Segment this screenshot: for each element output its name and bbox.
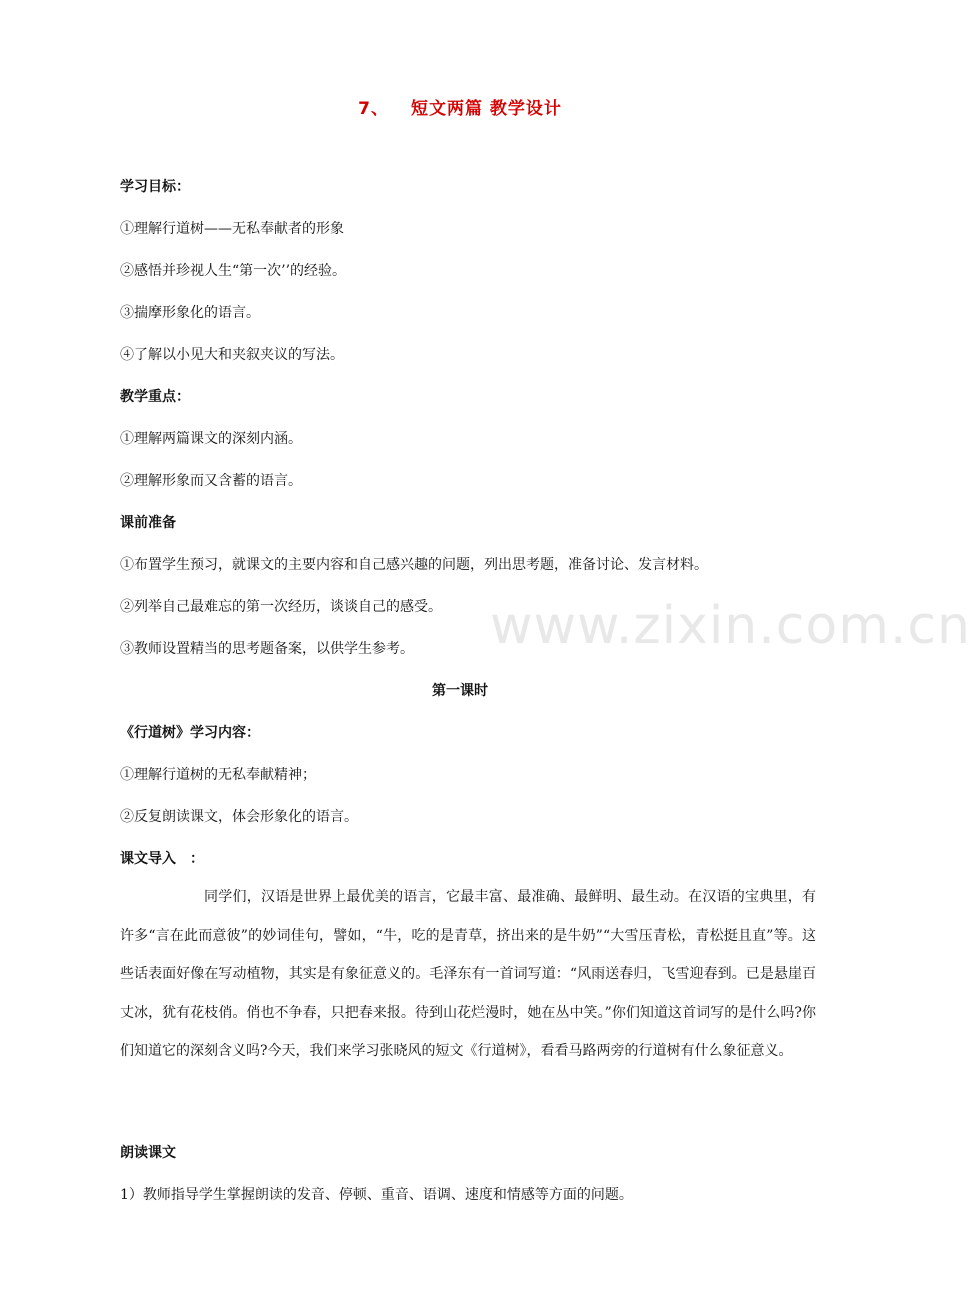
goals-heading: 学习目标： [120, 179, 190, 195]
prep-item: ③教师设置精当的思考题备案，以供学生参考。 [120, 641, 414, 657]
reading-item: 1）教师指导学生掌握朗读的发音、停顿、重音、语调、速度和情感等方面的问题。 [120, 1187, 633, 1203]
watermark: www.zixin.com.cn [490, 596, 971, 656]
intro-paragraph: 同学们，汉语是世界上最优美的语言，它最丰富、最准确、最鲜明、最生动。在汉语的宝典里，有许多“言在此而意彼”的妙词佳句，譬如，“牛，吃的是青草，挤出来的是牛奶”“大雪压青松，青松挺且直”等。这些话表面好像在写动植物，其实是有象征意义的。毛泽东有一首词写道：“风雨送春归，飞雪迎春到。已是悬崖百丈冰，犹有花枝俏。俏也不争春，只把春来报。待到山花烂漫时，她在丛中笑。”你们知道这首词写的是什么吗?你们知道它的深刻含义吗?今天，我们来学习张晓风的短文《行道树》，看看马路两旁的行道树有什么象征意义。 [120, 889, 816, 1060]
goal-item: ③揣摩形象化的语言。 [120, 305, 260, 321]
content-item: ②反复朗读课文，体会形象化的语言。 [120, 809, 358, 825]
intro-heading: 课文导入 ： [120, 851, 204, 867]
title-number: 7、 [358, 99, 389, 119]
goal-item: ②感悟并珍视人生“第一次’’的经验。 [120, 263, 347, 279]
prep-item: ②列举自己最难忘的第一次经历，谈谈自己的感受。 [120, 599, 442, 615]
document-title [0, 94, 920, 119]
title-text: 短文两篇 教学设计 [410, 99, 562, 119]
reading-heading: 朗读课文 [120, 1145, 176, 1161]
focus-item: ①理解两篇课文的深刻内涵。 [120, 431, 302, 447]
goal-item: ①理解行道树——无私奉献者的形象 [120, 221, 344, 237]
content-item: ①理解行道树的无私奉献精神； [120, 767, 316, 783]
content-heading: 《行道树》学习内容： [120, 725, 260, 741]
focus-heading: 教学重点： [120, 389, 190, 405]
prep-heading: 课前准备 [120, 515, 176, 531]
goal-item: ④了解以小见大和夹叙夹议的写法。 [120, 347, 344, 363]
focus-item: ②理解形象而又含蓄的语言。 [120, 473, 302, 489]
lesson-title: 第一课时 [432, 683, 488, 699]
prep-item: ①布置学生预习，就课文的主要内容和自己感兴趣的问题，列出思考题，准备讨论、发言材料。 [120, 557, 708, 573]
